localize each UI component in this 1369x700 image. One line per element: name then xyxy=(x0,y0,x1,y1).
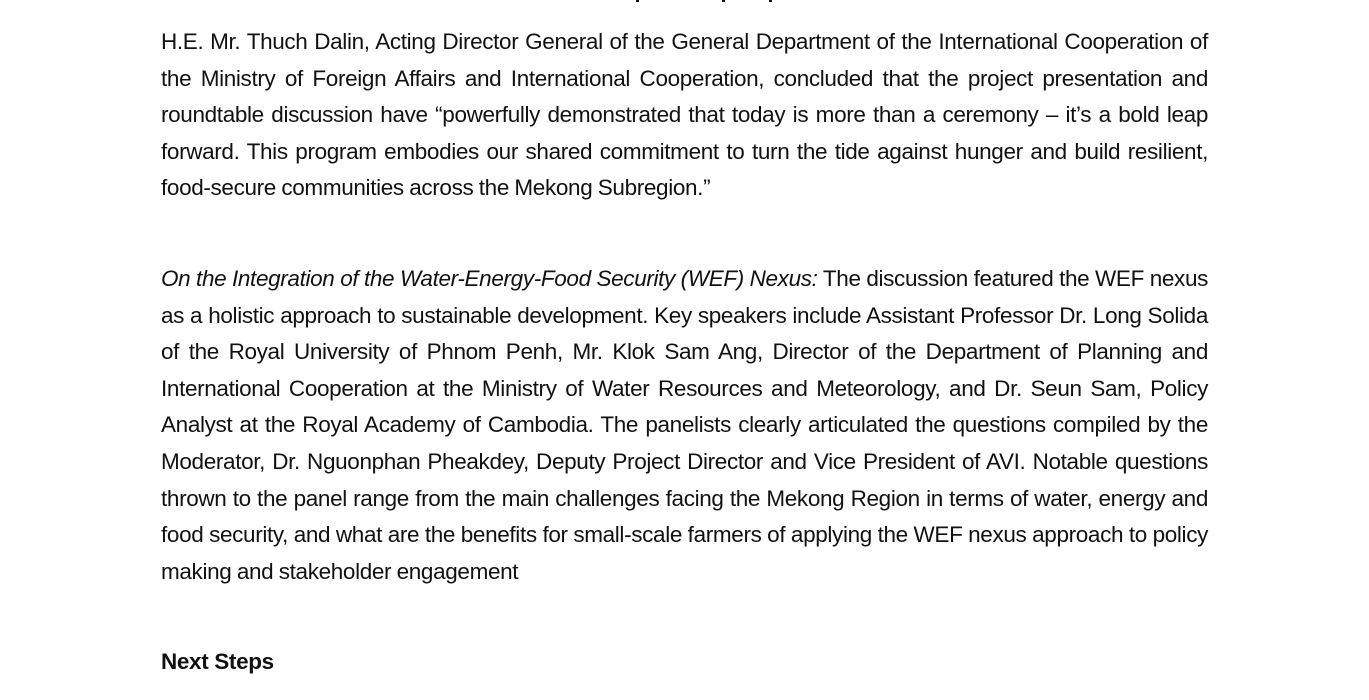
section-heading-next-steps: Next Steps xyxy=(161,649,274,674)
document-page xyxy=(161,0,1208,700)
clipped-previous-line xyxy=(161,0,1208,9)
paragraph-wef-nexus-text: The discussion featured the WEF nexus as a holistic approach to sustainable development. Key speakers include Assistant Professor Dr. Long Solida of the Royal University of Phnom Penh, Mr. Klok Sam Ang, Director of the Department of Planning and International Cooperation at the Ministry of Water Resources and Meteorology, and Dr. Seun Sam, Policy Analyst at the Royal Academy of Cambodia. The panelists clearly articulated the questions compiled by the Moderator, Dr. Nguonphan Pheakdey, Deputy Project Director and Vice President of AVI. Notable questions thrown to the panel range from the main challenges facing the Mekong Region in terms of water, energy and food security, and what are the benefits for small-scale farmers of applying the WEF nexus approach to policy making and stakeholder engagement xyxy=(161,266,1209,584)
paragraph-wef-nexus-lead: On the Integration of the Water-Energy-Food Security (WEF) Nexus: xyxy=(161,266,818,291)
paragraph-closing-remarks xyxy=(161,24,1208,207)
clipped-text-fragment xyxy=(626,0,776,9)
paragraph-closing-remarks-text: H.E. Mr. Thuch Dalin, Acting Director General of the General Department of the International Cooperation of the Ministry of Foreign Affairs and International Cooperation, concluded that the project presentation and roundtable discussion have “powerfully demonstrated that today is more than a ceremony – it’s a bold leap forward. This program embodies our shared commitment to turn the tide against hunger and build resilient, food-secure communities across the Mekong Subregion.” xyxy=(161,29,1208,201)
paragraph-wef-nexus xyxy=(161,261,1208,590)
